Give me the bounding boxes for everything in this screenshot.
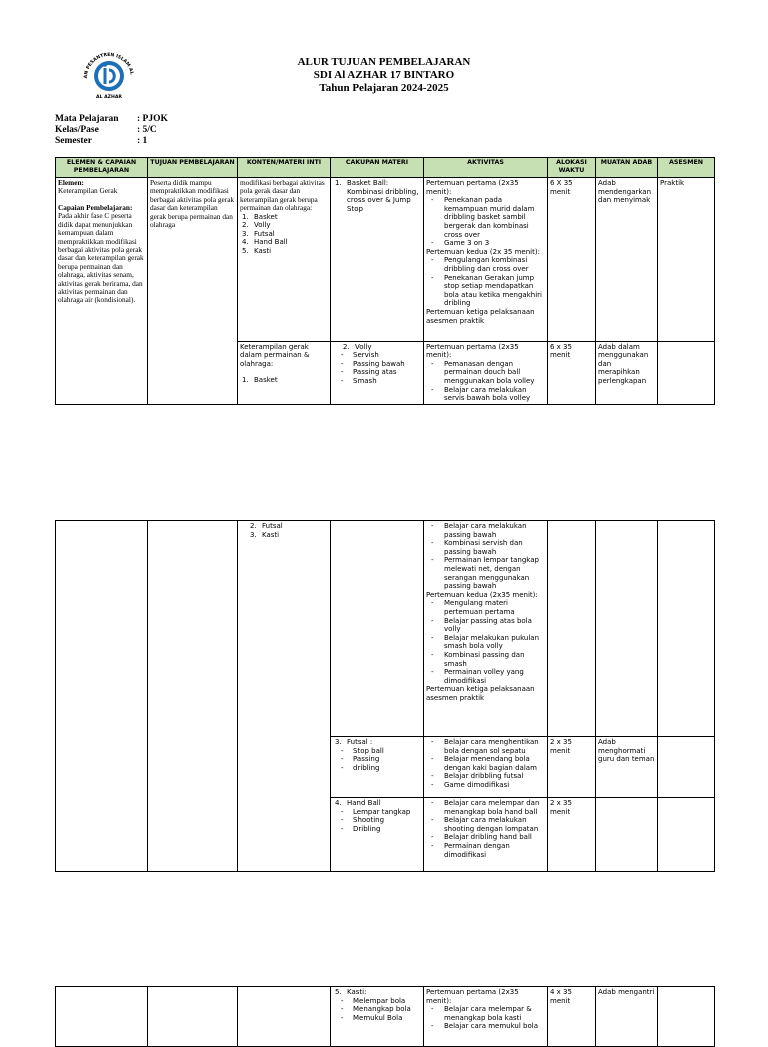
cakupan-title: 1. Basket Ball: (333, 179, 421, 188)
elemen-cell (56, 178, 148, 405)
list-item: - Belajar passing atas bola volly (426, 617, 545, 634)
list-item: - Belajar menendang bola dengan kaki bagian dalam (426, 755, 545, 772)
list-item: 4. Hand Ball (240, 238, 328, 247)
adab-cell (596, 798, 658, 872)
list-item: 3. Kasti (248, 531, 328, 540)
list-item: - Smash (333, 377, 421, 386)
meeting-label: Pertemuan pertama (2x35 menit): (426, 988, 519, 1005)
elemen-cell (56, 987, 148, 1047)
elemen-cell (56, 521, 148, 872)
list-item: - Permainan lempar tangkap melewati net, dengan serangan menggunakan passing bawah (426, 556, 545, 590)
learning-flow-table-page3 (55, 986, 715, 1047)
konten-cell (238, 987, 331, 1047)
table-row (56, 521, 715, 737)
alokasi-cell: 6 X 35 menit (548, 178, 596, 342)
meta-key: Mata Pelajaran (55, 114, 119, 124)
doc-title: ALUR TUJUAN PEMBELAJARAN (297, 56, 471, 68)
list-item: - Passing bawah (333, 360, 421, 369)
list-item: - Shooting (333, 816, 421, 825)
elemen-label: Elemen: (58, 178, 84, 188)
elemen-value: Keterampilan Gerak (58, 186, 118, 196)
academic-year: Tahun Pelajaran 2024-2025 (319, 82, 449, 94)
col-header: AKTIVITAS (424, 158, 548, 178)
cakupan-title: 2. Volly (341, 343, 421, 352)
list-item: - Stop ball (333, 747, 421, 756)
list-item: - Servish (333, 351, 421, 360)
cakupan-cell (331, 737, 424, 798)
list-item: - Game 3 on 3 (426, 239, 545, 248)
meeting-label: Pertemuan kedua (2x 35 menit): (426, 247, 540, 256)
list-item: - Belajar cara melakukan shooting dengan lompatan (426, 816, 545, 833)
learning-flow-table-continued (55, 520, 715, 872)
asesmen-cell (658, 987, 715, 1047)
aktivitas-cell (424, 737, 548, 798)
list-item: 5. Kasti (240, 247, 328, 256)
cakupan-title: 3. Futsal : (333, 738, 421, 747)
asesmen-cell (658, 737, 715, 798)
asesmen-cell (658, 341, 715, 404)
col-header: TUJUAN PEMBELAJARAN (148, 158, 238, 178)
meta-value: : 5/C (137, 125, 157, 135)
cakupan-cell (331, 798, 424, 872)
list-item: - Mengulang materi pertemuan pertama (426, 599, 545, 616)
subject-info (55, 114, 168, 147)
aktivitas-cell (424, 798, 548, 872)
meta-value: : 1 (137, 136, 148, 146)
aktivitas-cell (424, 987, 548, 1047)
col-header: ELEMEN & CAPAIAN PEMBELAJARAN (56, 158, 148, 178)
table-row (56, 987, 715, 1047)
cakupan-title: 5. Kasti: (333, 988, 421, 997)
school-name: SDI Al AZHAR 17 BINTARO (313, 69, 455, 81)
cakupan-text: Kombinasi dribbling, cross over & Jump Stop (347, 187, 419, 213)
list-item: - Menangkap bola (333, 1005, 421, 1014)
list-item: - Kombinasi passing dan smash (426, 651, 545, 668)
list-item: - Belajar dribbling futsal (426, 772, 545, 781)
capaian-text: Pada akhir fase C peserta didik dapat menunjukkan kemampuan dalam mempraktikkan modifikasi berbagai aktivitas pola gerak dasar dan keterampilan gerak berupa permainan dan olahraga, aktivitas senam, aktivitas gerak berirama, dan aktivitas permainan dan olahraga air (kondisional). (58, 211, 144, 305)
meeting-label: Pertemuan ketiga pelaksanaan asesmen praktik (426, 307, 535, 325)
logo-bottom-text: AL AZHAR (96, 95, 122, 100)
list-item: - Belajar cara melempar & menangkap bola kasti (426, 1005, 545, 1022)
tujuan-text: Peserta didik mampu mempraktikkan modifikasi berbagai aktivitas pola gerak dasar dan keterampilan gerak berupa permainan dan olahraga (150, 178, 235, 230)
list-item: - Belajar cara melempar dan menangkap bola hand ball (426, 799, 545, 816)
list-item: - Pemanasan dengan permainan douch ball menggunakan bola volley (426, 360, 545, 386)
list-item: - Melempar bola (333, 997, 421, 1006)
list-item: - Permainan dengan dimodifikasi (426, 842, 545, 859)
col-header: CAKUPAN MATERI (331, 158, 424, 178)
cakupan-cell (331, 521, 424, 737)
adab-cell: Adab mengantri (596, 987, 658, 1047)
alokasi-cell: 6 x 35 menit (548, 341, 596, 404)
asesmen-cell (658, 521, 715, 737)
konten-cell (238, 341, 331, 404)
konten-intro: Keterampilan gerak dalam permainan & olahraga: (240, 342, 310, 368)
cakupan-cell (331, 178, 424, 342)
col-header: MUATAN ADAB (596, 158, 658, 178)
cakupan-title: 4. Hand Ball (333, 799, 421, 808)
meta-value: : PJOK (137, 114, 168, 124)
list-item: - Belajar cara melakukan servis bawah bola volley (426, 386, 545, 403)
col-header: ASESMEN (658, 158, 715, 178)
meeting-label: Pertemuan pertama (2x35 menit): (426, 179, 519, 196)
list-item: - Belajar cara melakukan passing bawah (426, 522, 545, 539)
alokasi-cell (548, 521, 596, 737)
list-item: 3. Futsal (240, 230, 328, 239)
alokasi-cell: 4 x 35 menit (548, 987, 596, 1047)
tujuan-cell (148, 521, 238, 872)
list-item: - Belajar dribling hand ball (426, 833, 545, 842)
table-row (56, 178, 715, 342)
adab-cell (596, 521, 658, 737)
adab-cell: Adab dalam menggunakan dan merapihkan perlengkapan (596, 341, 658, 404)
adab-cell: Adab mendengarkan dan menyimak (596, 178, 658, 342)
list-item: - Passing atas (333, 368, 421, 377)
list-item: - Kombinasi servish dan passing bawah (426, 539, 545, 556)
konten-cell (238, 521, 331, 872)
logo-ring-text: AN PESANTREN ISLAM AL (83, 52, 134, 79)
list-item: - Belajar cara menghentikan bola dengan sol sepatu (426, 738, 545, 755)
meta-key: Semester (55, 136, 92, 146)
list-item: - Memukul Bola (333, 1014, 421, 1023)
learning-flow-table (55, 157, 715, 405)
list-item: - Pengulangan kombinasi dribbling dan cross over (426, 256, 545, 273)
aktivitas-cell (424, 341, 548, 404)
list-item: 2. Futsal (248, 522, 328, 531)
meta-key: Kelas/Pase (55, 125, 99, 135)
aktivitas-cell (424, 521, 548, 737)
col-header: KONTEN/MATERI INTI (238, 158, 331, 178)
konten-intro: modifikasi berbagai aktivitas pola gerak dasar dan keterampilan gerak berupa permainan dan olahraga: (240, 178, 325, 213)
list-item: 2. Volly (240, 221, 328, 230)
asesmen-cell (658, 798, 715, 872)
list-item: - Game dimodifikasi (426, 781, 545, 790)
list-item: 1. Basket (240, 376, 328, 385)
list-item: - Passing (333, 755, 421, 764)
alokasi-cell: 2 x 35 menit (548, 798, 596, 872)
list-item: - Belajar cara memukul bola (426, 1022, 545, 1031)
asesmen-cell: Praktik (658, 178, 715, 342)
list-item: - Penekanan Gerakan jump stop setiap mendapatkan bola atau ketika mengakhiri dribling (426, 274, 545, 308)
meeting-label: Pertemuan pertama (2x35 menit): (426, 342, 519, 360)
meeting-label: Pertemuan kedua (2x35 menit): (426, 590, 538, 599)
meeting-label: Pertemuan ketiga pelaksanaan asesmen praktik (426, 685, 535, 702)
table-header-row (56, 158, 715, 178)
aktivitas-cell (424, 178, 548, 342)
list-item: - Penekanan pada kemampuan murid dalam dribbling basket sambil bergerak dan kombinasi cross over (426, 196, 545, 239)
tujuan-cell (148, 987, 238, 1047)
list-item: - dribling (333, 764, 421, 773)
list-item: - Lempar tangkap (333, 808, 421, 817)
adab-cell: Adab menghormati guru dan teman (596, 737, 658, 798)
list-item: - Permainan volley yang dimodifikasi (426, 668, 545, 685)
cakupan-cell (331, 341, 424, 404)
list-item: 1. Basket (240, 213, 328, 222)
list-item: - Belajar melakukan pukulan smash bola volly (426, 634, 545, 651)
tujuan-cell (148, 178, 238, 405)
konten-cell (238, 178, 331, 342)
cakupan-cell (331, 987, 424, 1047)
capaian-label: Capaian Pembelajaran: (58, 202, 133, 212)
col-header: ALOKASI WAKTU (548, 158, 596, 178)
list-item: - Dribling (333, 825, 421, 834)
alokasi-cell: 2 x 35 menit (548, 737, 596, 798)
